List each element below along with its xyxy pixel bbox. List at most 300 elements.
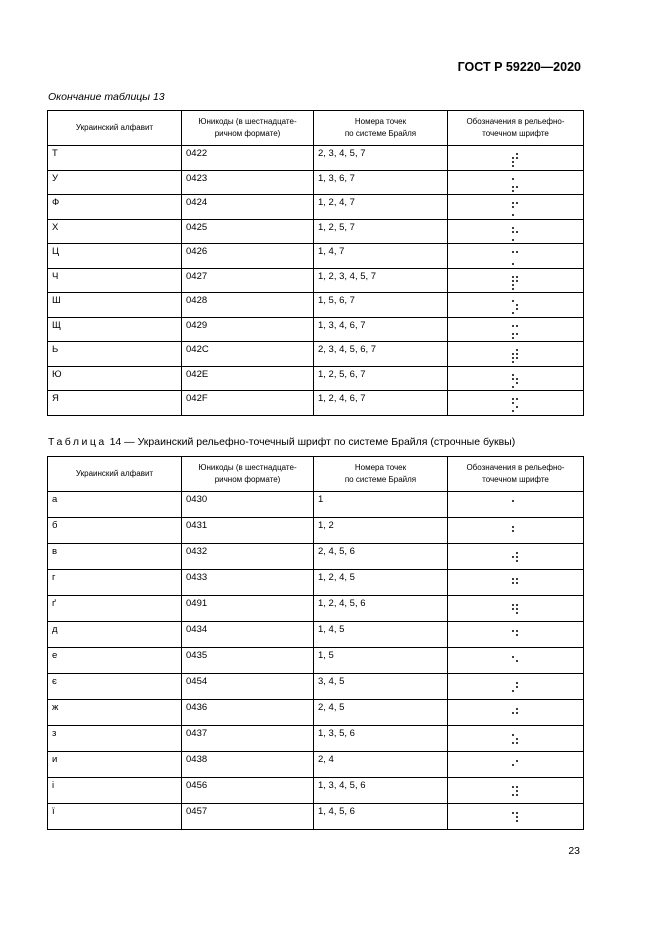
braille-dot <box>512 263 514 265</box>
braille-dot <box>516 560 518 562</box>
cell-code: 0425 <box>182 219 314 244</box>
braille-dot <box>516 816 518 818</box>
table-row <box>48 726 584 752</box>
cell-dots: 1, 3, 4, 6, 7 <box>314 317 448 342</box>
braille-dot <box>516 616 518 618</box>
braille-dot <box>516 288 518 290</box>
braille-symbol <box>512 349 519 364</box>
braille-dot <box>516 153 518 155</box>
braille-cell <box>448 726 584 752</box>
braille-dot <box>512 768 514 770</box>
braille-dot <box>512 255 514 257</box>
table-row <box>48 804 584 830</box>
braille-dot <box>516 382 518 384</box>
braille-dot <box>516 812 518 814</box>
table-body <box>48 146 584 416</box>
braille-dot <box>516 284 518 286</box>
cell-dots: 1, 2, 4, 5, 6 <box>314 596 448 622</box>
cell-code: 0424 <box>182 195 314 220</box>
cell-letter: Х <box>48 219 182 244</box>
braille-dot <box>516 259 518 261</box>
braille-dot <box>516 686 518 688</box>
cell-code: 042E <box>182 366 314 391</box>
braille-dot <box>512 612 514 614</box>
cell-code: 0457 <box>182 804 314 830</box>
braille-cell <box>448 293 584 318</box>
cell-dots: 2, 4, 5 <box>314 700 448 726</box>
braille-cell <box>448 170 584 195</box>
table14-caption-title: 14 — Украинский рельефно-точечный шрифт по системе Брайля (строчные буквы) <box>106 436 516 448</box>
braille-dot <box>512 656 514 658</box>
braille-dot <box>516 178 518 180</box>
braille-symbol <box>512 500 519 515</box>
braille-dot <box>512 604 514 606</box>
braille-dot <box>516 708 518 710</box>
braille-symbol <box>512 153 519 168</box>
table-row <box>48 391 584 416</box>
cell-letter: є <box>48 674 182 700</box>
table-row <box>48 674 584 700</box>
table-header-row <box>48 457 584 492</box>
braille-dot <box>516 720 518 722</box>
cell-code: 0428 <box>182 293 314 318</box>
braille-dot <box>512 616 514 618</box>
braille-dot <box>516 361 518 363</box>
braille-cell <box>448 268 584 293</box>
cell-letter: ї <box>48 804 182 830</box>
braille-dot <box>516 251 518 253</box>
table-row <box>48 544 584 570</box>
braille-dot <box>516 582 518 584</box>
braille-dot <box>512 708 514 710</box>
braille-dot <box>512 564 514 566</box>
braille-dot <box>516 552 518 554</box>
braille-dot <box>516 312 518 314</box>
braille-dot <box>512 251 514 253</box>
braille-dot <box>516 165 518 167</box>
braille-dot <box>516 612 518 614</box>
braille-dot <box>512 190 514 192</box>
braille-symbol <box>512 708 519 723</box>
braille-dot <box>516 231 518 233</box>
braille-symbol <box>512 526 519 541</box>
braille-dot <box>512 276 514 278</box>
braille-dot <box>516 239 518 241</box>
braille-dot <box>512 284 514 286</box>
cell-letter: Ч <box>48 268 182 293</box>
page-number: 23 <box>568 845 580 857</box>
braille-dot <box>516 210 518 212</box>
braille-dot <box>512 720 514 722</box>
cell-letter: Ю <box>48 366 182 391</box>
column-header: Номера точек по системе Брайля <box>314 457 448 492</box>
braille-dot <box>516 333 518 335</box>
cell-letter: в <box>48 544 182 570</box>
standard-code: ГОСТ Р 59220—2020 <box>457 60 581 74</box>
braille-cell <box>448 778 584 804</box>
cell-dots: 2, 3, 4, 5, 7 <box>314 146 448 171</box>
braille-cell <box>448 648 584 674</box>
braille-dot <box>516 280 518 282</box>
braille-symbol <box>512 276 519 291</box>
cell-dots: 1, 2 <box>314 518 448 544</box>
braille-dot <box>516 738 518 740</box>
cell-letter: е <box>48 648 182 674</box>
cell-code: 0422 <box>182 146 314 171</box>
braille-dot <box>512 402 514 404</box>
braille-dot <box>516 760 518 762</box>
braille-dot <box>512 772 514 774</box>
cell-code: 0434 <box>182 622 314 648</box>
braille-dot <box>516 608 518 610</box>
braille-dot <box>512 608 514 610</box>
table-row <box>48 195 584 220</box>
cell-code: 042C <box>182 342 314 367</box>
braille-dot <box>512 288 514 290</box>
braille-symbol <box>512 786 519 801</box>
braille-dot <box>516 410 518 412</box>
braille-cell <box>448 195 584 220</box>
braille-dot <box>512 634 514 636</box>
braille-dot <box>516 820 518 822</box>
braille-dot <box>516 794 518 796</box>
braille-dot <box>516 642 518 644</box>
braille-cell <box>448 622 584 648</box>
braille-dot <box>516 329 518 331</box>
braille-dot <box>512 398 514 400</box>
braille-symbol <box>512 325 519 340</box>
braille-dot <box>512 500 514 502</box>
braille-dot <box>516 668 518 670</box>
braille-dot <box>512 582 514 584</box>
table-row <box>48 622 584 648</box>
braille-dot <box>512 556 514 558</box>
column-header: Украинский алфавит <box>48 111 182 146</box>
braille-dot <box>512 560 514 562</box>
cell-letter: У <box>48 170 182 195</box>
table-14 <box>47 456 584 830</box>
braille-symbol <box>512 812 519 827</box>
cell-code: 0438 <box>182 752 314 778</box>
braille-dot <box>516 263 518 265</box>
braille-dot <box>516 630 518 632</box>
table-row <box>48 170 584 195</box>
cell-letter: ж <box>48 700 182 726</box>
braille-dot <box>512 353 514 355</box>
braille-cell <box>448 596 584 622</box>
braille-dot <box>512 508 514 510</box>
braille-dot <box>512 712 514 714</box>
braille-dot <box>516 638 518 640</box>
braille-dot <box>516 526 518 528</box>
braille-dot <box>516 349 518 351</box>
cell-code: 0437 <box>182 726 314 752</box>
braille-dot <box>512 790 514 792</box>
braille-dot <box>516 386 518 388</box>
column-header: Обозначения в рельефно- точечном шрифте <box>448 111 584 146</box>
braille-dot <box>512 227 514 229</box>
cell-code: 0436 <box>182 700 314 726</box>
braille-dot <box>512 686 514 688</box>
braille-dot <box>512 337 514 339</box>
braille-dot <box>516 325 518 327</box>
braille-cell <box>448 752 584 778</box>
braille-dot <box>512 239 514 241</box>
braille-dot <box>512 794 514 796</box>
braille-dot <box>512 682 514 684</box>
table-row <box>48 219 584 244</box>
cell-code: 0432 <box>182 544 314 570</box>
braille-symbol <box>512 374 519 389</box>
braille-dot <box>516 786 518 788</box>
braille-dot <box>512 764 514 766</box>
braille-dot <box>512 161 514 163</box>
braille-dot <box>512 333 514 335</box>
braille-symbol <box>512 227 519 242</box>
cell-letter: і <box>48 778 182 804</box>
braille-dot <box>512 668 514 670</box>
braille-dot <box>516 586 518 588</box>
braille-dot <box>516 227 518 229</box>
braille-dot <box>516 556 518 558</box>
braille-dot <box>512 361 514 363</box>
braille-dot <box>512 786 514 788</box>
braille-cell <box>448 244 584 269</box>
cell-letter: Ь <box>48 342 182 367</box>
braille-dot <box>512 590 514 592</box>
braille-dot <box>512 378 514 380</box>
braille-dot <box>516 716 518 718</box>
braille-dot <box>516 682 518 684</box>
braille-dot <box>512 186 514 188</box>
braille-dot <box>512 325 514 327</box>
cell-dots: 1, 2, 4, 5 <box>314 570 448 596</box>
cell-dots: 1, 3, 4, 5, 6 <box>314 778 448 804</box>
cell-code: 0427 <box>182 268 314 293</box>
braille-dot <box>516 186 518 188</box>
braille-dot <box>516 353 518 355</box>
braille-dot <box>516 790 518 792</box>
cell-code: 0430 <box>182 492 314 518</box>
braille-cell <box>448 366 584 391</box>
table14-caption <box>48 436 515 448</box>
cell-dots: 1, 2, 5, 7 <box>314 219 448 244</box>
cell-code: 042F <box>182 391 314 416</box>
braille-dot <box>512 824 514 826</box>
braille-dot <box>512 812 514 814</box>
braille-dot <box>512 206 514 208</box>
braille-dot <box>512 586 514 588</box>
table-row <box>48 366 584 391</box>
braille-cell <box>448 544 584 570</box>
braille-dot <box>516 564 518 566</box>
cell-code: 0491 <box>182 596 314 622</box>
braille-dot <box>516 660 518 662</box>
braille-dot <box>516 374 518 376</box>
braille-symbol <box>512 552 519 567</box>
braille-dot <box>516 308 518 310</box>
cell-letter: ґ <box>48 596 182 622</box>
braille-symbol <box>512 300 519 315</box>
braille-dot <box>512 178 514 180</box>
cell-letter: Т <box>48 146 182 171</box>
cell-letter: б <box>48 518 182 544</box>
table-row <box>48 244 584 269</box>
braille-dot <box>516 300 518 302</box>
braille-dot <box>516 798 518 800</box>
braille-dot <box>516 304 518 306</box>
braille-dot <box>512 638 514 640</box>
braille-dot <box>516 690 518 692</box>
cell-dots: 1, 2, 4, 7 <box>314 195 448 220</box>
braille-dot <box>516 712 518 714</box>
table-row <box>48 342 584 367</box>
braille-dot <box>512 746 514 748</box>
braille-symbol <box>512 578 519 593</box>
braille-dot <box>512 410 514 412</box>
cell-letter: д <box>48 622 182 648</box>
table-row <box>48 596 584 622</box>
braille-dot <box>516 508 518 510</box>
braille-dot <box>516 504 518 506</box>
braille-dot <box>516 406 518 408</box>
braille-dot <box>512 329 514 331</box>
cell-dots: 2, 4 <box>314 752 448 778</box>
braille-dot <box>516 742 518 744</box>
braille-dot <box>516 255 518 257</box>
braille-dot <box>516 604 518 606</box>
braille-dot <box>516 694 518 696</box>
braille-cell <box>448 146 584 171</box>
braille-cell <box>448 700 584 726</box>
cell-dots: 1, 4, 5 <box>314 622 448 648</box>
braille-dot <box>512 165 514 167</box>
table-header-row <box>48 111 584 146</box>
braille-dot <box>512 798 514 800</box>
braille-dot <box>512 512 514 514</box>
braille-dot <box>512 280 514 282</box>
braille-dot <box>512 738 514 740</box>
cell-dots: 2, 4, 5, 6 <box>314 544 448 570</box>
braille-dot <box>516 276 518 278</box>
cell-dots: 1, 2, 5, 6, 7 <box>314 366 448 391</box>
braille-dot <box>516 538 518 540</box>
braille-symbol <box>512 760 519 775</box>
braille-dot <box>516 206 518 208</box>
cell-letter: Ц <box>48 244 182 269</box>
braille-dot <box>512 259 514 261</box>
table-row <box>48 648 584 674</box>
column-header: Номера точек по системе Брайля <box>314 111 448 146</box>
braille-dot <box>516 578 518 580</box>
column-header: Украинский алфавит <box>48 457 182 492</box>
braille-dot <box>516 161 518 163</box>
table-row <box>48 268 584 293</box>
braille-symbol <box>512 604 519 619</box>
braille-dot <box>516 398 518 400</box>
cell-code: 0431 <box>182 518 314 544</box>
braille-dot <box>512 182 514 184</box>
cell-code: 0435 <box>182 648 314 674</box>
braille-symbol <box>512 398 519 413</box>
braille-dot <box>516 235 518 237</box>
cell-code: 0433 <box>182 570 314 596</box>
braille-dot <box>512 526 514 528</box>
braille-dot <box>512 304 514 306</box>
braille-dot <box>512 694 514 696</box>
braille-dot <box>512 760 514 762</box>
table-13-end <box>47 110 584 416</box>
braille-dot <box>512 538 514 540</box>
cell-letter: Ф <box>48 195 182 220</box>
braille-dot <box>512 530 514 532</box>
table-row <box>48 317 584 342</box>
braille-dot <box>516 590 518 592</box>
column-header: Обозначения в рельефно- точечном шрифте <box>448 457 584 492</box>
braille-symbol <box>512 202 519 217</box>
braille-dot <box>512 820 514 822</box>
braille-cell <box>448 391 584 416</box>
cell-dots: 1, 4, 5, 6 <box>314 804 448 830</box>
braille-dot <box>512 642 514 644</box>
braille-cell <box>448 317 584 342</box>
braille-dot <box>512 742 514 744</box>
braille-dot <box>516 772 518 774</box>
cell-letter: Я <box>48 391 182 416</box>
column-header: Юникоды (в шестнадцате- ричном формате) <box>182 111 314 146</box>
braille-symbol <box>512 251 519 266</box>
cell-dots: 1, 2, 4, 6, 7 <box>314 391 448 416</box>
braille-dot <box>516 824 518 826</box>
cell-code: 0456 <box>182 778 314 804</box>
table-row <box>48 570 584 596</box>
braille-dot <box>512 214 514 216</box>
braille-dot <box>512 386 514 388</box>
table-row <box>48 293 584 318</box>
braille-cell <box>448 492 584 518</box>
braille-dot <box>516 157 518 159</box>
braille-cell <box>448 219 584 244</box>
cell-letter: з <box>48 726 182 752</box>
table-row <box>48 700 584 726</box>
braille-dot <box>512 734 514 736</box>
braille-dot <box>512 153 514 155</box>
braille-dot <box>516 202 518 204</box>
cell-letter: и <box>48 752 182 778</box>
braille-dot <box>516 378 518 380</box>
cell-dots: 2, 3, 4, 5, 6, 7 <box>314 342 448 367</box>
braille-dot <box>516 664 518 666</box>
table-body <box>48 492 584 830</box>
cell-code: 0426 <box>182 244 314 269</box>
braille-dot <box>512 630 514 632</box>
braille-dot <box>512 157 514 159</box>
braille-cell <box>448 342 584 367</box>
braille-dot <box>512 406 514 408</box>
table-row <box>48 778 584 804</box>
braille-dot <box>516 530 518 532</box>
cell-dots: 1, 2, 3, 4, 5, 7 <box>314 268 448 293</box>
braille-dot <box>516 500 518 502</box>
braille-dot <box>516 768 518 770</box>
braille-dot <box>516 357 518 359</box>
braille-symbol <box>512 178 519 193</box>
braille-dot <box>512 312 514 314</box>
braille-dot <box>512 716 514 718</box>
braille-cell <box>448 518 584 544</box>
braille-dot <box>516 190 518 192</box>
braille-dot <box>516 734 518 736</box>
